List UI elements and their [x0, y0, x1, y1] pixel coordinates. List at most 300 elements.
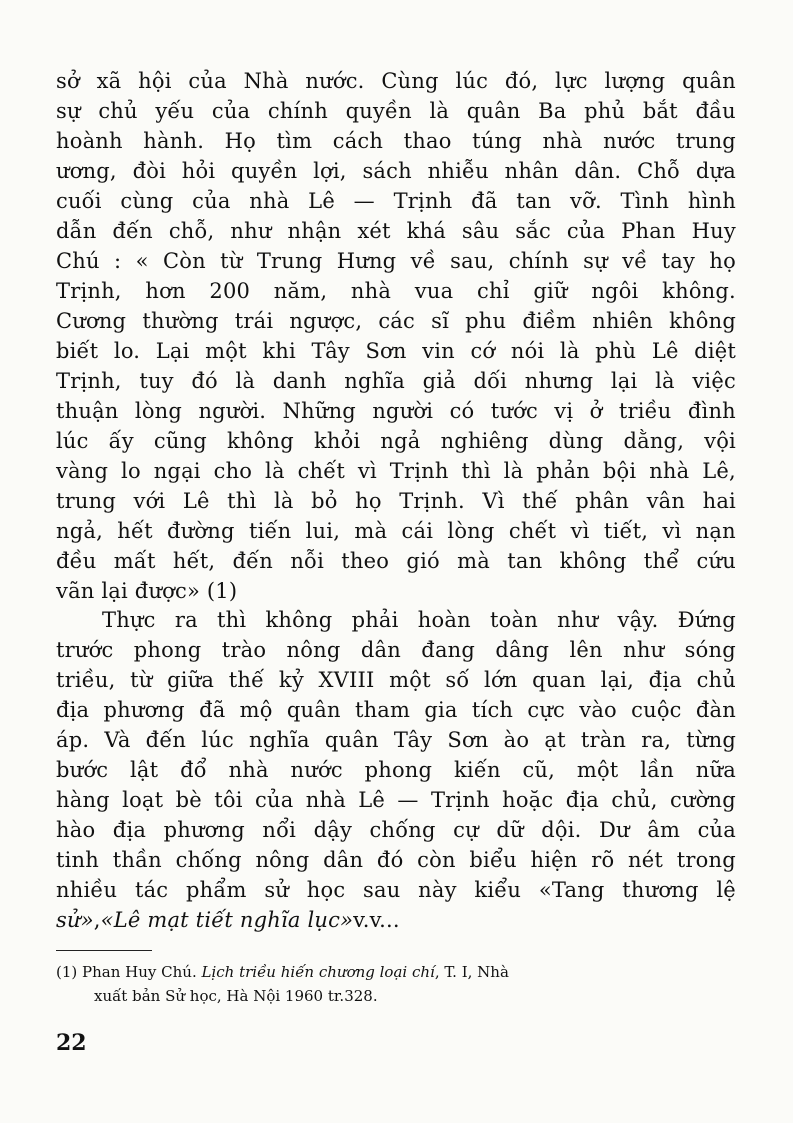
- word: từ: [130, 668, 153, 692]
- word: vì: [357, 459, 377, 483]
- word: sự: [56, 99, 81, 123]
- word: chủ,: [611, 788, 658, 812]
- word: phương: [103, 698, 185, 722]
- word: phù: [595, 339, 637, 363]
- word: hoàn: [417, 608, 471, 632]
- word: «Tang: [538, 878, 605, 902]
- word: vị: [554, 399, 574, 423]
- text-line: [56, 396, 736, 426]
- word: cường: [669, 788, 736, 812]
- word: nổi: [262, 818, 297, 842]
- word: không.: [662, 279, 736, 303]
- word: như: [557, 608, 599, 632]
- word: với: [133, 489, 166, 513]
- word: trái: [234, 309, 274, 333]
- word: ngôi: [591, 279, 639, 303]
- word: phu: [465, 309, 507, 333]
- word: là: [273, 489, 294, 513]
- text-line: vãn lại được» (1): [56, 579, 238, 603]
- word: dùng: [548, 429, 604, 453]
- word: lợi,: [313, 159, 347, 183]
- word: lúc: [455, 69, 489, 93]
- word: thì: [461, 459, 491, 483]
- word: bỏ: [311, 489, 338, 513]
- word: đàn: [695, 698, 736, 722]
- word: cuối: [56, 189, 102, 213]
- word: Trịnh,: [56, 369, 122, 393]
- word: dân.: [574, 159, 622, 183]
- word: hội: [138, 69, 172, 93]
- word: họ: [709, 249, 736, 273]
- word: ra: [174, 608, 198, 632]
- word: đến: [232, 549, 274, 573]
- word: túng: [472, 129, 522, 153]
- word: tan: [507, 549, 543, 573]
- word: trước: [56, 638, 114, 662]
- word: Chỗ: [637, 159, 681, 183]
- word: thao: [403, 129, 452, 153]
- word: hoặc: [502, 788, 554, 812]
- word: quân: [466, 99, 521, 123]
- word: ra,: [641, 728, 672, 752]
- word: nhà: [228, 758, 269, 782]
- word: tìm: [276, 129, 313, 153]
- word: nông: [255, 848, 310, 872]
- word: quân: [682, 69, 736, 93]
- word: gió: [406, 549, 440, 573]
- word: hơn: [145, 279, 186, 303]
- word: Sơn: [447, 728, 489, 752]
- footnote-line: [56, 960, 736, 984]
- word: thế: [228, 668, 265, 692]
- word: biết: [56, 339, 99, 363]
- word: Ba: [538, 99, 567, 123]
- word: lệ: [716, 878, 736, 902]
- word: không: [559, 549, 627, 573]
- text-line: [56, 426, 736, 456]
- word: Lê: [358, 788, 386, 812]
- word: là: [503, 459, 524, 483]
- word: ấy: [108, 429, 134, 453]
- word: hiện: [530, 848, 578, 872]
- word: vì: [662, 519, 682, 543]
- word: xã: [96, 69, 122, 93]
- word: sách: [362, 159, 412, 183]
- word: đến: [145, 728, 187, 752]
- word: phong: [133, 638, 202, 662]
- word: giữ: [533, 279, 568, 303]
- word: còn: [417, 848, 456, 872]
- word: như: [230, 219, 272, 243]
- word: khỏi: [313, 429, 361, 453]
- word: gia: [424, 698, 458, 722]
- word: dân: [323, 848, 364, 872]
- word: nhiên: [592, 309, 653, 333]
- word: vàng: [56, 459, 109, 483]
- word: dối: [473, 369, 508, 393]
- word: quân: [324, 728, 379, 752]
- word: Trung: [256, 249, 323, 273]
- word: chết: [297, 459, 346, 483]
- word: nghĩa: [249, 728, 310, 752]
- text-line: [56, 635, 736, 665]
- word: tham: [354, 698, 411, 722]
- word: loạt: [122, 788, 164, 812]
- word: có: [449, 399, 475, 423]
- word: nhà: [542, 129, 583, 153]
- word: thường: [142, 309, 219, 333]
- book-title-end: sử»: [56, 908, 94, 932]
- word: âm: [647, 818, 681, 842]
- word: giữa: [167, 668, 215, 692]
- word: ngại: [153, 459, 201, 483]
- word: là: [265, 459, 285, 483]
- word: Dư: [598, 818, 630, 842]
- word: nhiều: [56, 878, 118, 902]
- word: dẫn: [56, 219, 97, 243]
- text-line: [56, 875, 736, 905]
- word: lên: [569, 638, 603, 662]
- word: phân: [575, 489, 630, 513]
- word: dữ: [496, 818, 524, 842]
- word: Lê: [651, 339, 679, 363]
- word: là: [235, 369, 256, 393]
- word: việc: [692, 369, 736, 393]
- word: của: [211, 99, 251, 123]
- word: thế: [522, 489, 558, 513]
- word: đòi: [132, 159, 166, 183]
- word: trung: [675, 129, 736, 153]
- word: vỡ.: [570, 189, 602, 213]
- word: nước: [603, 129, 656, 153]
- word: yếu: [155, 99, 195, 123]
- page-number: 22: [56, 1030, 87, 1056]
- word: đã: [199, 698, 226, 722]
- text-line: [56, 306, 736, 336]
- word: quyền: [345, 99, 412, 123]
- word: nhận: [287, 219, 342, 243]
- text-line: [56, 456, 736, 486]
- word: tích: [471, 698, 514, 722]
- word: của: [192, 189, 231, 213]
- word: nét: [628, 848, 664, 872]
- word: lại,: [600, 668, 635, 692]
- word: bước: [56, 758, 109, 782]
- word: thì: [227, 489, 257, 513]
- text-line: [56, 785, 736, 815]
- word: dâng: [495, 638, 550, 662]
- word: nước.: [305, 69, 365, 93]
- word: người.: [198, 399, 267, 423]
- word: Tình: [620, 189, 670, 213]
- word: lớn: [484, 668, 518, 692]
- footnote-line: xuất bản Sử học, Hà Nội 1960 tr.328.: [94, 987, 378, 1005]
- text-line: [56, 725, 736, 755]
- word: diệt: [694, 339, 736, 363]
- word: một: [205, 339, 247, 363]
- word: không: [227, 429, 294, 453]
- word: mà: [354, 519, 388, 543]
- word: đó: [191, 369, 218, 393]
- word: phong: [364, 758, 433, 782]
- word: xét: [357, 219, 391, 243]
- word: ở: [589, 399, 603, 423]
- word: từng: [686, 728, 736, 752]
- word: Còn: [163, 249, 206, 273]
- word: vậy.: [617, 608, 659, 632]
- word: áp.: [56, 728, 90, 752]
- word: Lê: [182, 489, 210, 513]
- word: quan: [532, 668, 586, 692]
- word: này: [418, 878, 457, 902]
- word: lòng: [134, 399, 183, 423]
- footnote-title: Lịch triều hiến chương loại chí: [201, 963, 435, 981]
- word: đến: [112, 219, 153, 243]
- word: năm,: [273, 279, 328, 303]
- word: biểu: [469, 848, 517, 872]
- word: chỉ: [477, 279, 510, 303]
- word: thì: [217, 608, 247, 632]
- word: hàng: [56, 788, 110, 812]
- word: trong: [676, 848, 736, 872]
- text-line: [56, 755, 736, 785]
- word: địa: [648, 668, 682, 692]
- word: nhân: [504, 159, 559, 183]
- word: tan: [516, 189, 552, 213]
- word: sau,: [450, 249, 495, 273]
- word: lòng: [447, 519, 495, 543]
- text-line: [56, 486, 736, 516]
- word: Đứng: [677, 608, 736, 632]
- word: chết: [508, 519, 557, 543]
- word: Trịnh: [393, 189, 453, 213]
- word: triều,: [56, 668, 116, 692]
- word: của: [697, 818, 736, 842]
- word: sự: [583, 249, 608, 273]
- word: Sơn: [365, 339, 407, 363]
- text-line: [56, 126, 736, 156]
- word: một: [389, 668, 431, 692]
- word: cũ,: [522, 758, 556, 782]
- word: là: [655, 369, 675, 393]
- word: vin: [422, 339, 455, 363]
- etc: v.v...: [353, 908, 400, 932]
- text-line: [56, 366, 736, 396]
- word: Tây: [393, 728, 433, 752]
- word: vào: [579, 698, 617, 722]
- text-line: [56, 546, 736, 576]
- word: mà: [457, 549, 490, 573]
- word: là: [559, 339, 580, 363]
- word: sở: [56, 69, 80, 93]
- word: bắt: [642, 99, 678, 123]
- word: một: [576, 758, 619, 782]
- text-line: [56, 815, 736, 845]
- word: cũng: [153, 429, 207, 453]
- word: hai: [702, 489, 736, 513]
- word: sóng: [684, 638, 736, 662]
- text-line: [56, 605, 736, 635]
- word: lúc: [201, 728, 234, 752]
- word: không: [669, 309, 736, 333]
- word: chủ: [98, 99, 138, 123]
- word: giả: [422, 369, 456, 393]
- word: từ: [220, 249, 243, 273]
- word: Nhà: [243, 69, 289, 93]
- text-line: [56, 66, 736, 96]
- word: đang: [421, 638, 476, 662]
- word: ào: [503, 728, 530, 752]
- word: mộ: [239, 698, 273, 722]
- word: lần: [640, 758, 674, 782]
- word: Vì: [482, 489, 505, 513]
- word: —: [353, 189, 375, 213]
- word: —: [397, 788, 419, 812]
- text-line: [56, 246, 736, 276]
- word: địa: [565, 788, 599, 812]
- word: đó,: [504, 69, 539, 93]
- word: ngược,: [289, 309, 363, 333]
- word: Trịnh.: [399, 489, 465, 513]
- word: Hưng: [336, 249, 397, 273]
- word: «: [135, 249, 149, 273]
- footnote-divider: [56, 950, 152, 951]
- word: như: [623, 638, 665, 662]
- word: tôi: [214, 788, 243, 812]
- word: nhiễu: [427, 159, 489, 183]
- word: toàn: [490, 608, 538, 632]
- word: XVIII: [318, 668, 375, 692]
- word: bè: [175, 788, 202, 812]
- word: tuy: [139, 369, 174, 393]
- word: Lại: [155, 339, 190, 363]
- word: họ: [355, 489, 382, 513]
- word: thể: [643, 549, 680, 573]
- text-line: [56, 695, 736, 725]
- word: lực: [555, 69, 588, 93]
- text-line: [56, 516, 736, 546]
- word: cuộc: [631, 698, 682, 722]
- word: Trịnh,: [56, 279, 122, 303]
- word: quân: [286, 698, 341, 722]
- word: đình: [687, 399, 736, 423]
- word: số: [445, 668, 470, 692]
- word: hoành: [56, 129, 123, 153]
- word: Trịnh: [430, 788, 490, 812]
- word: vân: [646, 489, 686, 513]
- word: Lê: [308, 189, 335, 213]
- word: Thực: [102, 608, 156, 632]
- word: sau: [363, 878, 401, 902]
- word: rõ: [591, 848, 615, 872]
- word: đổ: [180, 758, 207, 782]
- word: kiểu: [474, 878, 522, 902]
- word: nghiêng: [440, 429, 529, 453]
- text-line: [56, 156, 736, 186]
- word: Trịnh: [389, 459, 449, 483]
- word: địa: [112, 818, 147, 842]
- word: đường: [167, 519, 235, 543]
- word: nỗi: [290, 549, 325, 573]
- word: danh: [272, 369, 327, 393]
- word: trung: [56, 489, 116, 513]
- word: là: [429, 99, 450, 123]
- word: trào: [221, 638, 267, 662]
- word: lui,: [305, 519, 341, 543]
- word: thương: [622, 878, 699, 902]
- word: nhà: [350, 279, 392, 303]
- word: hào: [56, 818, 96, 842]
- word: đã: [471, 189, 498, 213]
- word: của: [566, 219, 606, 243]
- word: phủ: [584, 99, 626, 123]
- word: lo: [121, 459, 141, 483]
- word: của: [255, 788, 294, 812]
- word: nạn: [695, 519, 736, 543]
- word: vua: [414, 279, 454, 303]
- word: Tây: [311, 339, 350, 363]
- word: cự: [453, 818, 479, 842]
- word: về: [410, 249, 436, 273]
- word: chống: [369, 818, 436, 842]
- separator: ,: [93, 908, 101, 932]
- word: thuận: [56, 399, 119, 423]
- word: người: [372, 399, 434, 423]
- text-line: [56, 665, 736, 695]
- footnote: [56, 960, 736, 1008]
- word: Cương: [56, 309, 127, 333]
- text-line: [56, 96, 736, 126]
- word: lại: [610, 369, 638, 393]
- word: sắc: [515, 219, 551, 243]
- word: tinh: [56, 848, 100, 872]
- word: chính: [508, 249, 569, 273]
- word: dân: [360, 638, 401, 662]
- paragraph-1: [56, 66, 736, 606]
- word: tay: [661, 249, 696, 273]
- word: hành.: [143, 129, 205, 153]
- word: phẩm: [186, 878, 247, 902]
- word: theo: [341, 549, 390, 573]
- word: đó: [376, 848, 404, 872]
- word: khi: [262, 339, 296, 363]
- word: nông: [286, 638, 341, 662]
- word: vì: [570, 519, 590, 543]
- word: nước: [290, 758, 343, 782]
- word: ngả,: [56, 519, 103, 543]
- word: Phan: [621, 219, 676, 243]
- word: Họ: [224, 129, 256, 153]
- word: sĩ: [431, 309, 450, 333]
- word: hình: [687, 189, 736, 213]
- word: phương: [163, 818, 245, 842]
- footnote-rest: , T. I, Nhà: [434, 963, 509, 981]
- word: tràn: [580, 728, 627, 752]
- word: sử: [264, 878, 290, 902]
- word: chỗ,: [168, 219, 215, 243]
- word: cớ: [470, 339, 496, 363]
- word: lúc: [56, 429, 89, 453]
- word: về: [622, 249, 648, 273]
- word: bội: [602, 459, 637, 483]
- word: tước: [490, 399, 538, 423]
- word: ngả: [380, 429, 421, 453]
- word: nhà: [305, 788, 346, 812]
- word: phản: [536, 459, 591, 483]
- word: sâu: [461, 219, 500, 243]
- word: của: [188, 69, 227, 93]
- text-line: [56, 336, 736, 366]
